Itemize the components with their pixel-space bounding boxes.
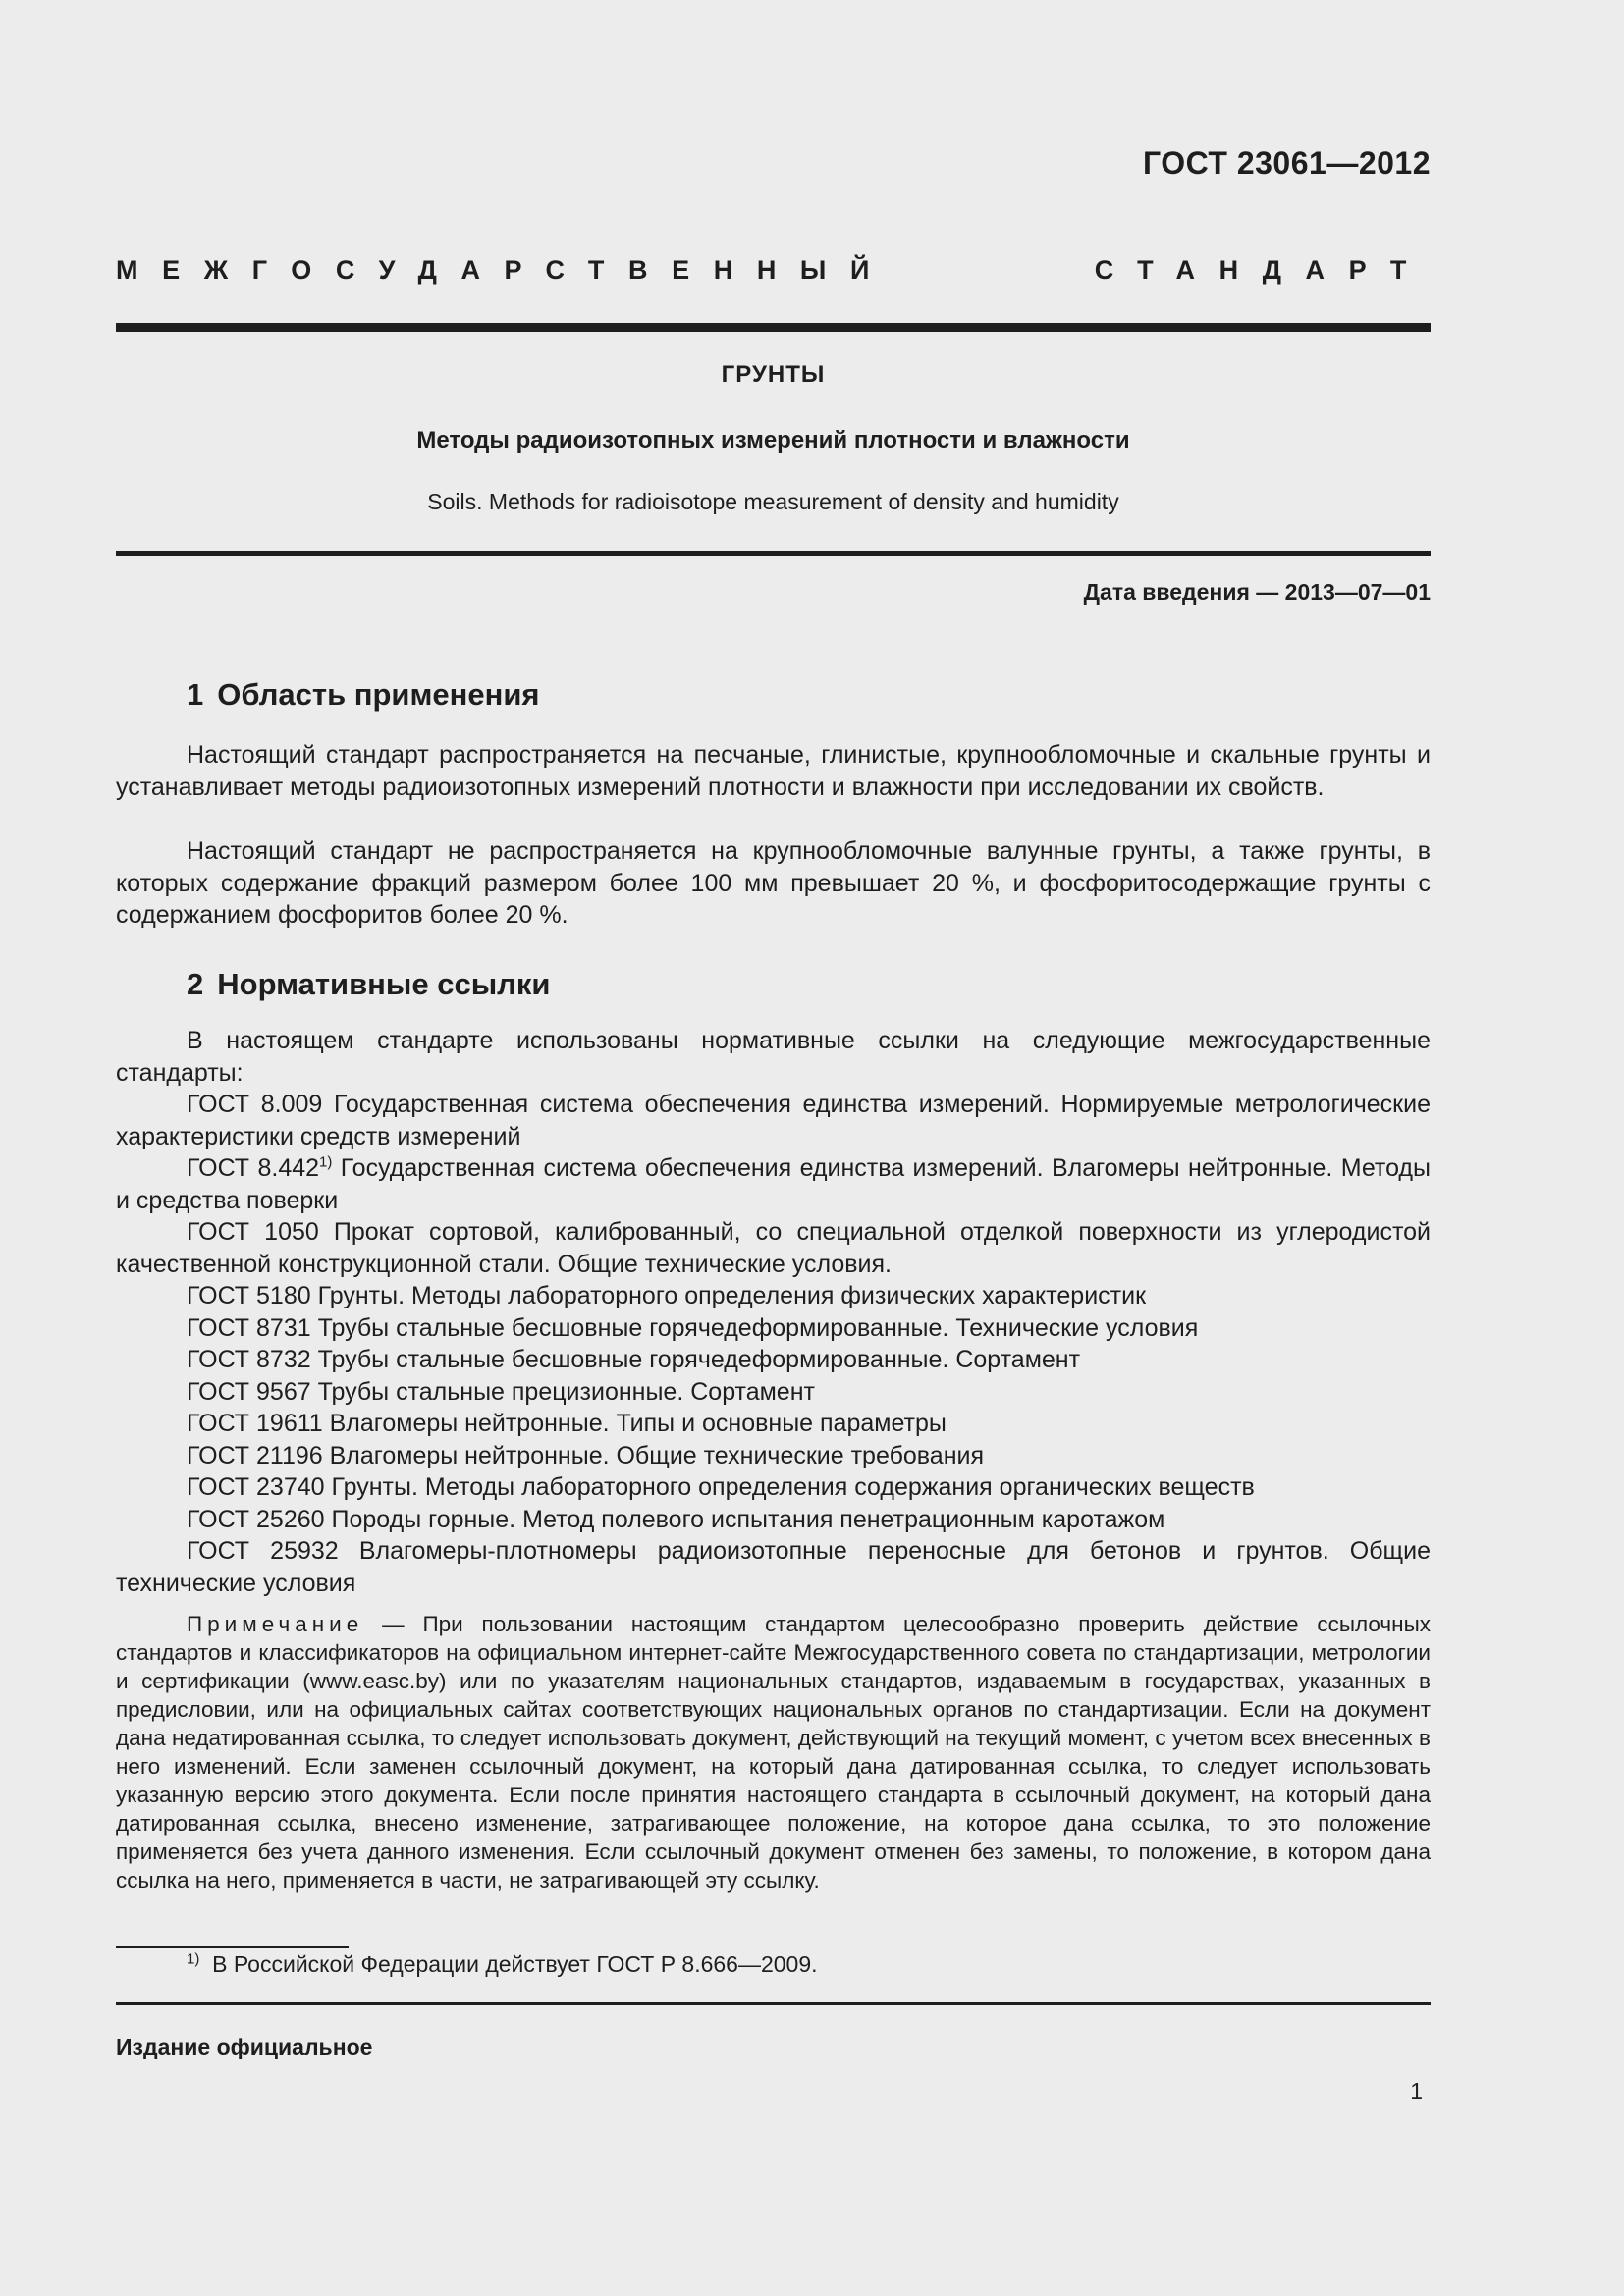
section-2-heading xyxy=(187,967,550,1002)
section-title: Область применения xyxy=(217,677,540,712)
footnote xyxy=(187,1949,818,1979)
note-label: Примечание xyxy=(187,1612,364,1636)
note-text: При пользовании настоящим стандартом целесообразно проверить действие ссылочных стандартов и классификаторов на официальном интернет-сайте Межгосударственного совета по стандартизации, метрологии и сертификации (www.easc.by) или по указателям национальных стандартов, издаваемым в государствах, указанных в предисловии, или на официальных сайтах соответствующих национальных органов по стандартизации. Если на документ дана недатированная ссылка, то следует использовать документ, действующий на текущий момент, с учетом всех внесенных в него изменений. Если заменен ссылочный документ, на который дана датированная ссылка, то следует использовать указанную версию этого документа. Если после принятия настоящего стандарта в ссылочный документ, на который дана датированная ссылка, внесено изменение, затрагивающее положение, на которое дана ссылка, то это положение применяется без учета данного изменения. Если ссылочный документ отменен без замены, то положение, в котором дана ссылка на него, применяется в части, не затрагивающей эту ссылку. xyxy=(116,1612,1431,1893)
reference-item: ГОСТ 8731 Трубы стальные бесшовные горячедеформированные. Технические условия xyxy=(187,1313,1199,1342)
footnote-marker: 1) xyxy=(319,1153,333,1171)
footnote-marker: 1) xyxy=(187,1950,200,1968)
section-1-heading xyxy=(187,677,540,713)
reference-code: ГОСТ 8.442 xyxy=(187,1154,320,1182)
section-1-paragraph: Настоящий стандарт не распространяется на крупнообломочные валунные грунты, а также грунты, в которых содержание фракций размером более 100 мм превышает 20 %, и фосфоритосодержащие грунты с содержанием фосфоритов более 20 %. xyxy=(116,837,1431,929)
document-title: ГРУНТЫ xyxy=(721,361,826,388)
reference-item: ГОСТ 8.009 Государственная система обеспечения единства измерений. Нормируемые метрологические характеристики средств измерений xyxy=(116,1091,1431,1150)
normative-references xyxy=(116,1025,1431,1599)
document-subtitle: Методы радиоизотопных измерений плотности и влажности xyxy=(416,427,1130,454)
page-number: 1 xyxy=(1410,2078,1423,2104)
reference-item: ГОСТ 1050 Прокат сортовой, калиброванный, со специальной отделкой поверхности из углеродистой качественной конструкционной стали. Общие технические условия. xyxy=(116,1218,1431,1278)
section-title: Нормативные ссылки xyxy=(217,967,551,1001)
reference-item: ГОСТ 23740 Грунты. Методы лабораторного определения содержания органических веществ xyxy=(187,1473,1255,1501)
introduction-date: Дата введения — 2013—07—01 xyxy=(1083,579,1431,605)
document-title-english: Soils. Methods for radioisotope measurement of density and humidity xyxy=(427,489,1119,514)
section-number: 2 xyxy=(187,967,204,1001)
edition-label: Издание официальное xyxy=(116,2034,373,2059)
section-number: 1 xyxy=(187,677,204,712)
title-bottom-rule xyxy=(116,551,1431,556)
reference-item: ГОСТ 25260 Породы горные. Метод полевого испытания пенетрационным каротажом xyxy=(187,1505,1165,1533)
standard-type-banner: МЕЖГОСУДАРСТВЕННЫЙ СТАНДАРТ xyxy=(116,255,1431,285)
reference-item xyxy=(116,1152,1431,1216)
footnote-text: В Российской Федерации действует ГОСТ Р 8.666—2009. xyxy=(212,1951,818,1977)
document-id: ГОСТ 23061—2012 xyxy=(1142,145,1431,181)
reference-item: ГОСТ 19611 Влагомеры нейтронные. Типы и основные параметры xyxy=(187,1410,947,1437)
reference-item: ГОСТ 25932 Влагомеры-плотномеры радиоизотопные переносные для бетонов и грунтов. Общие технические условия xyxy=(116,1537,1431,1597)
references-intro: В настоящем стандарте использованы нормативные ссылки на следующие межгосударственные стандарты: xyxy=(116,1027,1431,1087)
footnote-separator xyxy=(116,1946,349,1948)
section-1-paragraph: Настоящий стандарт распространяется на песчаные, глинистые, крупнообломочные и скальные грунты и устанавливает методы радиоизотопных измерений плотности и влажности при исследовании их свойств. xyxy=(116,741,1431,801)
reference-item: ГОСТ 5180 Грунты. Методы лабораторного определения физических характеристик xyxy=(187,1282,1147,1309)
note-paragraph xyxy=(116,1610,1431,1895)
footer-rule xyxy=(116,2002,1431,2005)
note-dash: — xyxy=(363,1612,423,1636)
reference-item: ГОСТ 9567 Трубы стальные прецизионные. Сортамент xyxy=(187,1377,815,1406)
reference-item: ГОСТ 8732 Трубы стальные бесшовные горячедеформированные. Сортамент xyxy=(187,1346,1081,1373)
reference-item: ГОСТ 21196 Влагомеры нейтронные. Общие технические требования xyxy=(187,1441,985,1469)
top-thick-rule xyxy=(116,323,1431,332)
reference-text: Государственная система обеспечения единства измерений. Влагомеры нейтронные. Методы и средства поверки xyxy=(116,1154,1431,1214)
